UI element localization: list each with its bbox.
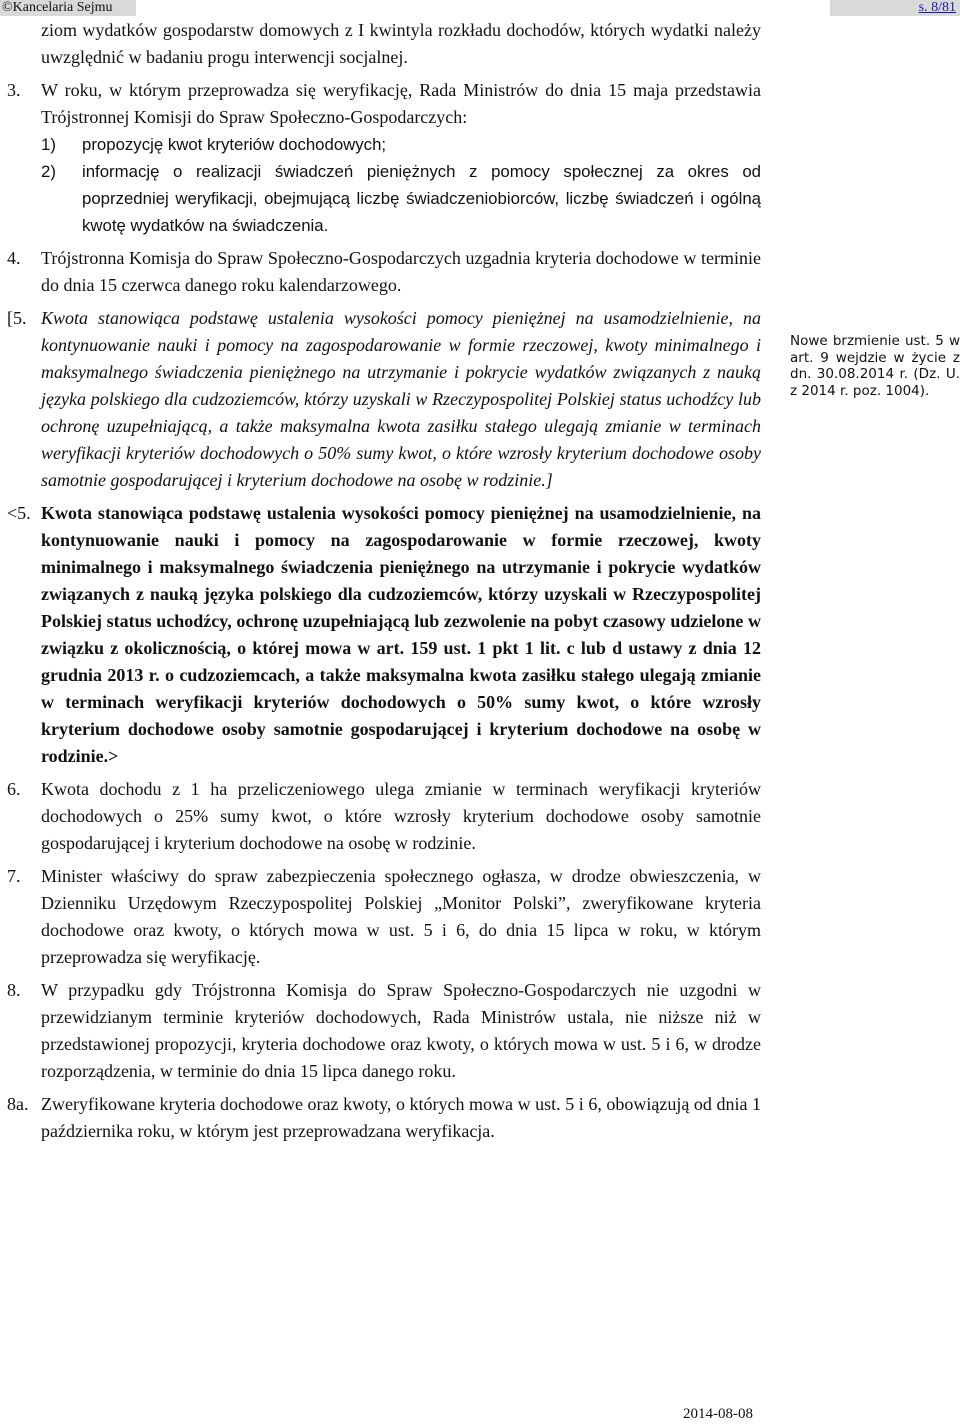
footer-date: 2014-08-08 — [683, 1406, 753, 1422]
paragraph-5-new — [7, 500, 761, 770]
paragraph-3-number: 3. — [7, 80, 21, 100]
paragraph-6-number: 6. — [7, 779, 21, 799]
margin-note: Nowe brzmienie ust. 5 w art. 9 wejdzie w życie z dn. 30.08.2014 r. (Dz. U. z 2014 r. poz. 1004). — [790, 333, 960, 399]
point-2-number: 2) — [41, 162, 56, 181]
paragraph-8 — [7, 977, 761, 1085]
point-2-text: informację o realizacji świadczeń pieniężnych z pomocy społecznej za okres od poprzedniej weryfikacji, obejmującą liczbę świadczeniobiorców, liczbę świadczeń i ogólną kwotę wydatków na świadczenia. — [82, 162, 761, 235]
paragraph-3-text: W roku, w którym przeprowadza się weryfikację, Rada Ministrów do dnia 15 maja przedstawia Trójstronnej Komisji do Spraw Społeczno-Gospodarczych: — [41, 80, 761, 127]
paragraph-5-old — [7, 305, 761, 494]
paragraph-4-number: 4. — [7, 248, 21, 268]
paragraph-7-number: 7. — [7, 866, 21, 886]
paragraph-3-point-2 — [41, 158, 761, 239]
header-page-number[interactable] — [830, 0, 960, 16]
paragraph-8-text: W przypadku gdy Trójstronna Komisja do Spraw Społeczno-Gospodarczych nie uzgodni w przewidzianym terminie kryteriów dochodowych, Rada Ministrów ustala, nie niższe niż w przedstawionej propozycji, kryteria dochodowe oraz kwoty, o których mowa w ust. 5 i 6, w drodze rozporządzenia, w terminie do dnia 15 lipca danego roku. — [41, 980, 761, 1081]
paragraph-7-text: Minister właściwy do spraw zabezpieczenia społecznego ogłasza, w drodze obwieszczenia, w Dzienniku Urzędowym Rzeczypospolitej Polskiej „Monitor Polski”, zweryfikowane kryteria dochodowe oraz kwoty, o których mowa w ust. 5 i 6, do dnia 15 lipca w roku, w którym przeprowadza się weryfikację. — [41, 866, 761, 967]
paragraph-5-new-text: Kwota stanowiąca podstawę ustalenia wysokości pomocy pieniężnej na usamodzielnienie, na kontynuowanie nauki i pomocy na zagospodarowanie w formie rzeczowej, kwoty minimalnego i maksymalnego świadczenia pieniężnego na utrzymanie i pokrycie wydatków związanych z nauką języka polskiego dla cudzoziemców, którzy uzyskali w Rzeczypospolitej Polskiej status uchodźcy, ochronę uzupełniającą lub zezwolenie na pobyt czasowy udzielone w związku z okolicznością, o której mowa w art. 159 ust. 1 pkt 1 lit. c lub d ustawy z dnia 12 grudnia 2013 r. o cudzoziemcach, a także maksymalna kwota zasiłku stałego ulegają zmianie w terminach weryfikacji kryteriów dochodowych o 50% sumy kwot, o które wzrosły kryterium dochodowe osoby samotnie gospodarującej i kryterium dochodowe na osobę w rodzinie.> — [41, 503, 761, 766]
paragraph-7 — [7, 863, 761, 971]
paragraph-6 — [7, 776, 761, 857]
paragraph-4-text: Trójstronna Komisja do Spraw Społeczno-Gospodarczych uzgadnia kryteria dochodowe w terminie do dnia 15 czerwca danego roku kalendarzowego. — [41, 248, 761, 295]
paragraph-5-old-text: Kwota stanowiąca podstawę ustalenia wysokości pomocy pieniężnej na usamodzielnienie, na kontynuowanie nauki i pomocy na zagospodarowanie w formie rzeczowej, kwoty minimalnego i maksymalnego świadczenia pieniężnego na utrzymanie i pokrycie wydatków związanych z nauką języka polskiego dla cudzoziemców, którzy uzyskali w Rzeczypospolitej Polskiej status uchodźcy lub ochronę uzupełniającą, a także maksymalna kwota zasiłku stałego ulegają zmianie w terminach weryfikacji kryteriów dochodowych o 50% sumy kwot, o które wzrosły kryterium dochodowe osoby samotnie gospodarującej i kryterium dochodowe na osobę w rodzinie.] — [41, 308, 761, 490]
intro-paragraph: ziom wydatków gospodarstw domowych z I kwintyla rozkładu dochodów, których wydatki należy uwzględnić w badaniu progu interwencji socjalnej. — [41, 20, 761, 67]
paragraph-8a-number: 8a. — [7, 1094, 29, 1114]
paragraph-8-number: 8. — [7, 980, 21, 1000]
paragraph-4 — [7, 245, 761, 299]
point-1-number: 1) — [41, 135, 56, 154]
paragraph-5-new-number: <5. — [7, 503, 31, 523]
paragraph-6-text: Kwota dochodu z 1 ha przeliczeniowego ulega zmianie w terminach weryfikacji kryteriów dochodowych o 25% sumy kwot, o które wzrosły kryterium dochodowe osoby samotnie gospodarującej i kryterium dochodowe na osobę w rodzinie. — [41, 779, 761, 853]
header-copyright: ©Kancelaria Sejmu — [0, 0, 136, 16]
point-1-text: propozycję kwot kryteriów dochodowych; — [82, 135, 387, 154]
paragraph-3-point-1 — [41, 131, 761, 158]
document-body — [7, 17, 761, 1145]
paragraph-8a-text: Zweryfikowane kryteria dochodowe oraz kwoty, o których mowa w ust. 5 i 6, obowiązują od dnia 1 października roku, w którym jest przeprowadzana weryfikacja. — [41, 1094, 761, 1141]
paragraph-3 — [7, 77, 761, 239]
page-number-link[interactable]: s. 8/81 — [918, 0, 956, 15]
paragraph-5-old-number: [5. — [7, 308, 27, 328]
paragraph-8a — [7, 1091, 761, 1145]
